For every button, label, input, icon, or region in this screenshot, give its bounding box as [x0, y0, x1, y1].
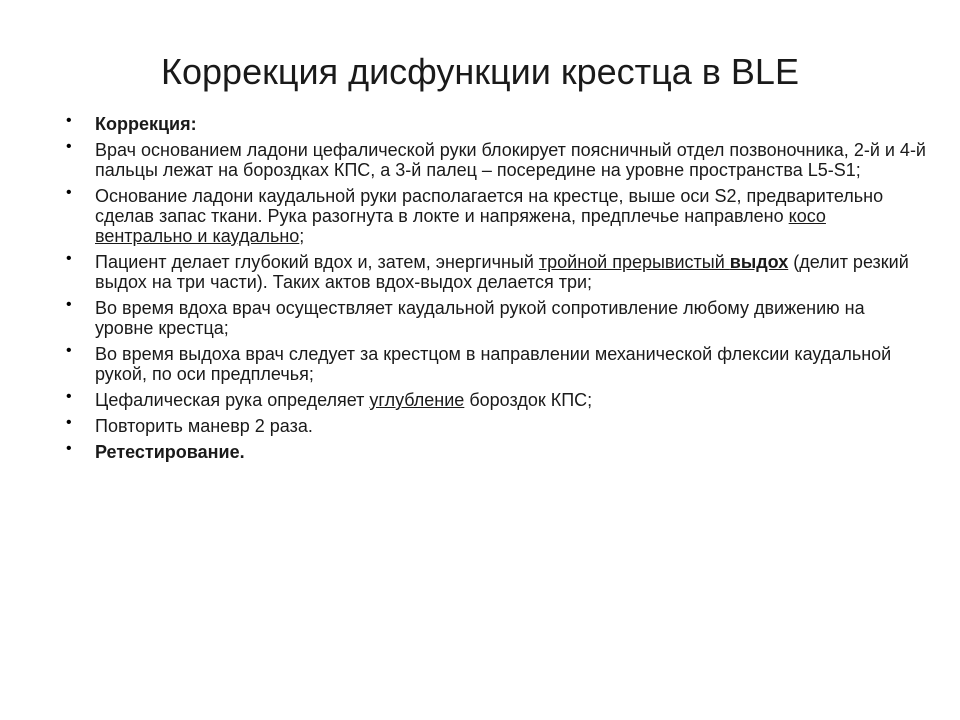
text-run: Врач основанием ладони цефалической руки блокирует поясничный отдел позвоночника, 2-й и 4-й пальцы лежат на бороздках КПС, а 3-й палец – посередине на уровне пространства L5-S1; [95, 140, 926, 180]
bullet-item [66, 390, 926, 410]
bullet-item [66, 442, 926, 462]
bullet-item [66, 140, 926, 180]
text-run: Во время выдоха врач следует за крестцом в направлении механической флексии каудальной рукой, по оси предплечья; [95, 344, 892, 384]
text-run: выдох [729, 252, 789, 272]
text-run: Основание ладони каудальной руки располагается на крестце, выше оси S2, предварительно сделав запас ткани. Рука разогнута в локте и напряжена, предплечье направлено [95, 186, 884, 226]
text-run: Пациент делает глубокий вдох и, затем, энергичный [95, 252, 539, 272]
bullet-dot-icon: • [66, 250, 72, 267]
bullet-item [66, 114, 926, 134]
bullet-text [95, 252, 909, 292]
text-run: ; [299, 226, 305, 246]
slide-title: Коррекция дисфункции крестца в BLE [161, 51, 799, 92]
bullet-item [66, 344, 926, 384]
bullet-text [95, 186, 883, 246]
text-run: косо вентрально и каудально [95, 206, 826, 246]
bullet-dot-icon: • [66, 414, 72, 431]
bullet-dot-icon: • [66, 388, 72, 405]
text-run: Ретестирование. [95, 442, 245, 462]
text-run: (делит резкий выдох на три части). Таких актов вдох-выдох делается три; [95, 252, 909, 292]
bullet-text [95, 140, 926, 180]
bullet-dot-icon: • [66, 112, 72, 129]
text-run: Коррекция: [95, 114, 197, 134]
bullet-dot-icon: • [66, 440, 72, 457]
bullet-item [66, 298, 926, 338]
bullet-text [95, 344, 891, 384]
bullet-dot-icon: • [66, 342, 72, 359]
text-run: Повторить маневр 2 раза. [95, 416, 313, 436]
bullet-dot-icon: • [66, 138, 72, 155]
bullet-item [66, 252, 926, 292]
bullet-list [66, 112, 926, 468]
bullet-text [95, 390, 592, 410]
bullet-text [95, 442, 245, 462]
text-run: тройной прерывистый [538, 252, 730, 272]
text-run: Во время вдоха врач осуществляет каудальной рукой сопротивление любому движению на уровне крестца; [95, 298, 865, 338]
text-run: бороздок КПС; [464, 390, 593, 410]
text-run: углубление [369, 390, 465, 410]
bullet-dot-icon: • [66, 184, 72, 201]
bullet-text [95, 416, 313, 436]
bullet-text [95, 298, 865, 338]
bullet-text [95, 114, 197, 134]
text-run: Цефалическая рука определяет [95, 390, 370, 410]
bullet-dot-icon: • [66, 296, 72, 313]
bullet-item [66, 416, 926, 436]
bullet-item [66, 186, 926, 246]
